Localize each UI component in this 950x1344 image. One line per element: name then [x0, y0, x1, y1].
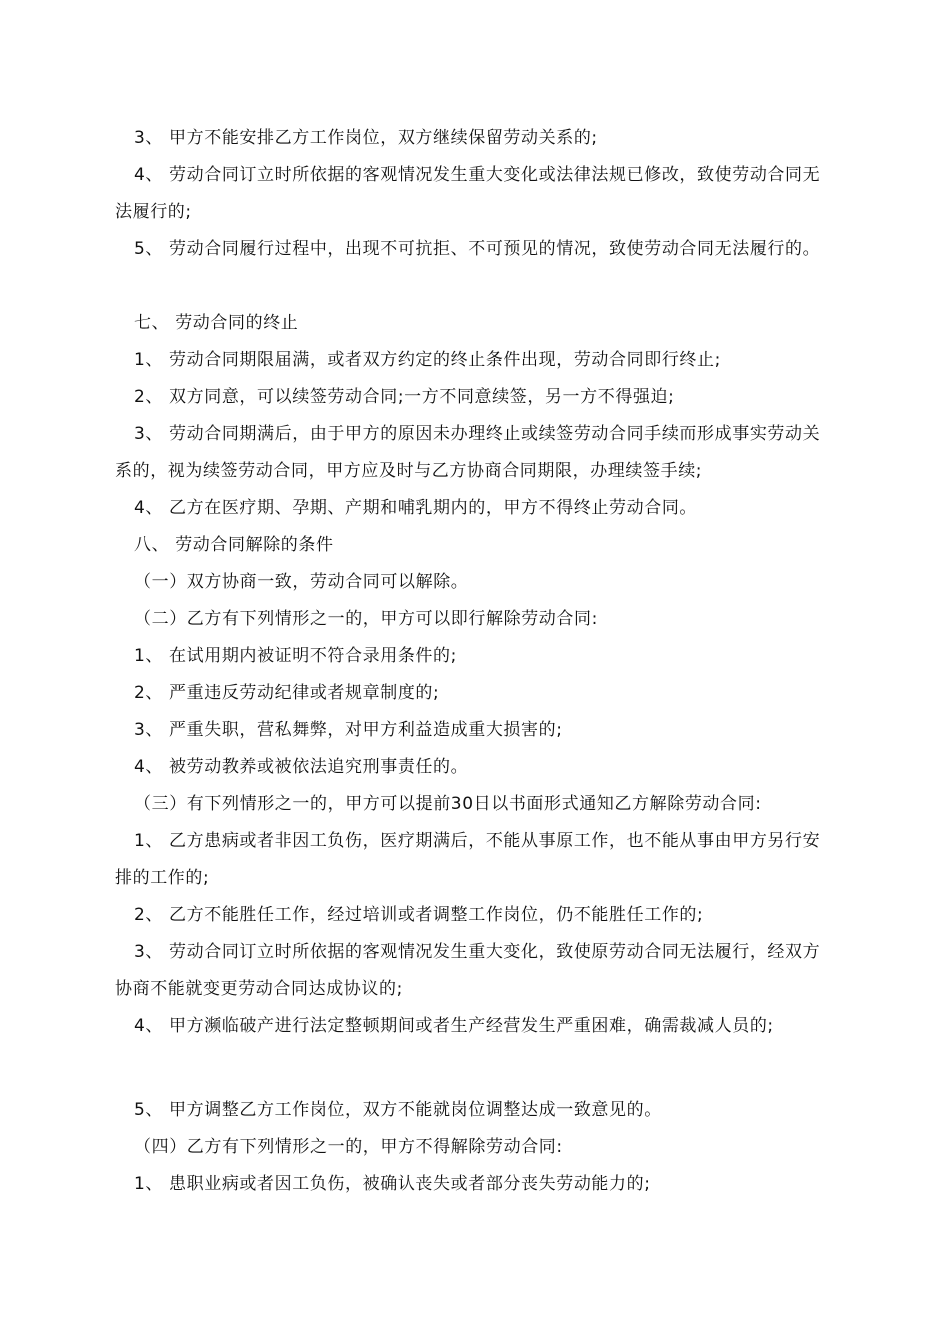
paragraph: 2、 严重违反劳动纪律或者规章制度的;	[134, 683, 440, 703]
paragraph: 5、 甲方调整乙方工作岗位，双方不能就岗位调整达成一致意见的。	[134, 1100, 662, 1120]
paragraph: 3、 劳动合同订立时所依据的客观情况发生重大变化，致使原劳动合同无法履行，经双方协商不能就变更劳动合同达成协议的;	[115, 942, 821, 999]
paragraph: 3、 劳动合同期满后，由于甲方的原因未办理终止或续签劳动合同手续而形成事实劳动关系的，视为续签劳动合同，甲方应及时与乙方协商合同期限，办理续签手续;	[115, 424, 821, 481]
paragraph: 4、 劳动合同订立时所依据的客观情况发生重大变化或法律法规已修改，致使劳动合同无法履行的;	[115, 165, 821, 222]
paragraph: （二）乙方有下列情形之一的，甲方可以即行解除劳动合同:	[134, 609, 598, 629]
paragraph: （四）乙方有下列情形之一的，甲方不得解除劳动合同:	[134, 1137, 563, 1157]
paragraph: 1、 患职业病或者因工负伤，被确认丧失或者部分丧失劳动能力的;	[134, 1174, 651, 1194]
paragraph: 3、 严重失职，营私舞弊，对甲方利益造成重大损害的;	[134, 720, 563, 740]
paragraph: （一）双方协商一致，劳动合同可以解除。	[134, 572, 469, 592]
paragraph: 1、 劳动合同期限届满，或者双方约定的终止条件出现，劳动合同即行终止;	[134, 350, 721, 370]
paragraph: 4、 乙方在医疗期、孕期、产期和哺乳期内的，甲方不得终止劳动合同。	[134, 498, 698, 518]
section-heading: 八、 劳动合同解除的条件	[134, 535, 334, 555]
section-heading: 七、 劳动合同的终止	[134, 313, 299, 333]
paragraph: 1、 乙方患病或者非因工负伤，医疗期满后，不能从事原工作，也不能从事由甲方另行安排的工作的;	[115, 831, 821, 888]
paragraph: （三）有下列情形之一的，甲方可以提前30日以书面形式通知乙方解除劳动合同:	[134, 794, 762, 814]
paragraph: 1、 在试用期内被证明不符合录用条件的;	[134, 646, 457, 666]
paragraph: 4、 甲方濒临破产进行法定整顿期间或者生产经营发生严重困难，确需裁减人员的;	[134, 1016, 774, 1036]
paragraph: 5、 劳动合同履行过程中，出现不可抗拒、不可预见的情况，致使劳动合同无法履行的。	[134, 239, 821, 259]
paragraph: 4、 被劳动教养或被依法追究刑事责任的。	[134, 757, 469, 777]
paragraph: 3、 甲方不能安排乙方工作岗位，双方继续保留劳动关系的;	[134, 128, 598, 148]
paragraph: 2、 双方同意，可以续签劳动合同;一方不同意续签，另一方不得强迫;	[134, 387, 675, 407]
paragraph: 2、 乙方不能胜任工作，经过培训或者调整工作岗位，仍不能胜任工作的;	[134, 905, 704, 925]
